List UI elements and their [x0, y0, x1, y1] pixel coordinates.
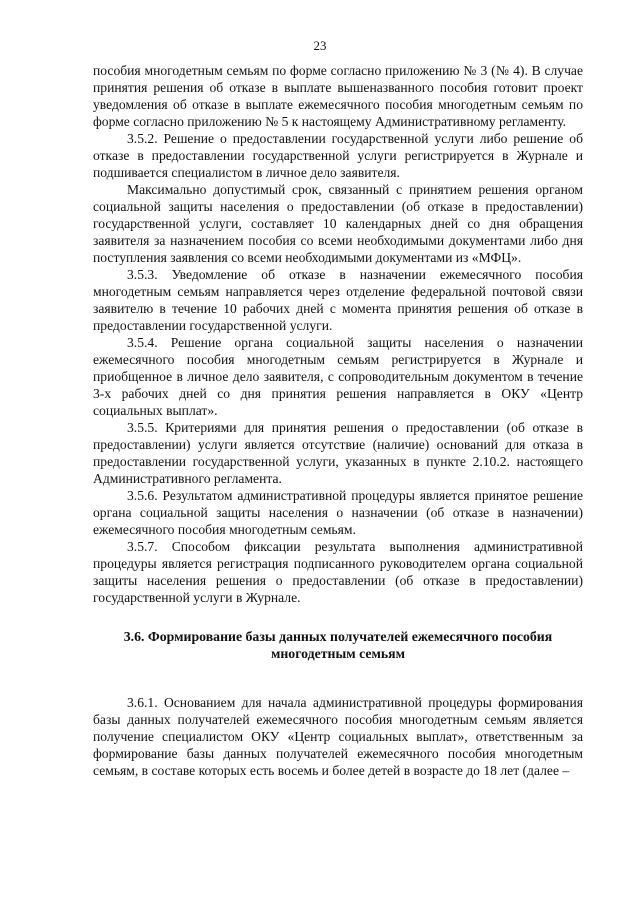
- section-heading-3-6: 3.6. Формирование базы данных получателей ежемесячного пособия многодетным семьям: [123, 629, 553, 661]
- paragraph-max-term: Максимально допустимый срок, связанный с принятием решения органом социальной защиты населения о предоставлении (об отказе в предоставлении) государственной услуги, составляет 10 календарных дней со дня обращения заявителя за назначением пособия со всеми необходимыми документами либо дня поступления заявления со всеми необходимыми документами из «МФЦ».: [93, 182, 583, 265]
- paragraph-3-5-6: 3.5.6. Результатом административной процедуры является принятое решение органа социальной защиты населения о назначении (об отказе в назначении) ежемесячного пособия многодетным семьям.: [93, 488, 583, 537]
- page-number: 23: [313, 38, 327, 53]
- paragraph-3-5-2: 3.5.2. Решение о предоставлении государственной услуги либо решение об отказе в предоставлении государственной услуги регистрируется в Журнале и подшивается специалистом в личное дело заявителя.: [93, 131, 583, 180]
- paragraph-3-5-5: 3.5.5. Критериями для принятия решения о предоставлении (об отказе в предоставлении) услуги является отсутствие (наличие) оснований для отказа в предоставлении государственной услуги, указанных в пункте 2.10.2. настоящего Административного регламента.: [93, 420, 583, 486]
- paragraph-3-5-7: 3.5.7. Способом фиксации результата выполнения административной процедуры является регистрация подписанного руководителем органа социальной защиты населения решения о предоставлении (об отказе в предоставлении) государственной услуги в Журнале.: [93, 539, 583, 605]
- paragraph-3-5-3: 3.5.3. Уведомление об отказе в назначении ежемесячного пособия многодетным семьям направляется через отделение федеральной почтовой связи заявителю в течение 10 рабочих дней с момента принятия решения об отказе в предоставлении государственной услуги.: [93, 267, 583, 333]
- page-body: [93, 62, 583, 779]
- paragraph-3-5-4: 3.5.4. Решение органа социальной защиты населения о назначении ежемесячного пособия многодетным семьям регистрируется в Журнале и приобщенное в личное дело заявителя, с сопроводительным документом в течение 3-х рабочих дней со дня принятия решения направляется в ОКУ «Центр социальных выплат».: [93, 335, 583, 418]
- paragraph-3-6-1: 3.6.1. Основанием для начала административной процедуры формирования базы данных получателей ежемесячного пособия многодетным семьям является получение специалистом ОКУ «Центр социальных выплат», ответственным за формирование базы данных получателей ежемесячного пособия многодетным семьям, в составе которых есть восемь и более детей в возрасте до 18 лет (далее –: [93, 695, 583, 778]
- paragraph-continuation: пособия многодетным семьям по форме согласно приложению № 3 (№ 4). В случае принятия решения об отказе в выплате вышеназванного пособия готовит проект уведомления об отказе в выплате ежемесячного пособия многодетным семьям по форме согласно приложению № 5 к настоящему Административному регламенту.: [93, 63, 583, 129]
